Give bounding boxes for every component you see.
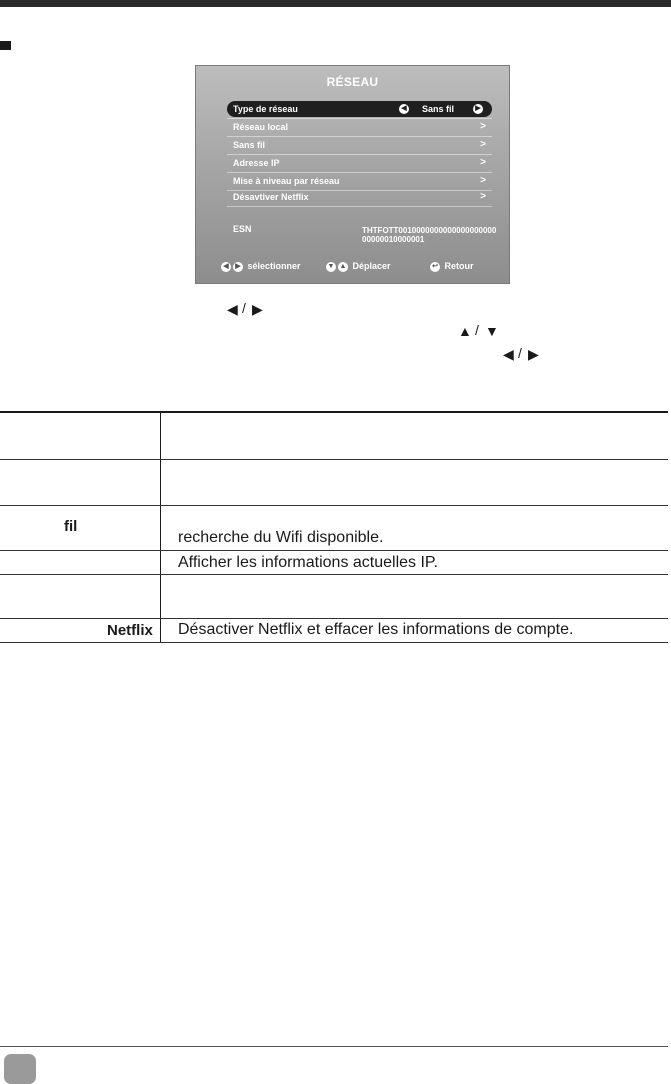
menu-title: RÉSEAU: [326, 75, 379, 89]
esn-label: ESN: [233, 224, 252, 234]
footer-move-label: Déplacer: [352, 261, 391, 271]
right-arrow-icon: ▶: [528, 346, 539, 362]
left-arrow-icon: ◀: [227, 301, 238, 317]
right-button-icon: ▶: [233, 262, 243, 272]
slash-separator: /: [518, 345, 522, 361]
bottom-rule: [0, 1046, 668, 1047]
back-button-icon: ↩: [430, 262, 440, 272]
menu-item-wireless: [227, 137, 492, 153]
network-menu-screenshot: [195, 65, 510, 284]
footer-move-hint: [326, 261, 391, 273]
top-rule: [0, 0, 671, 7]
table-row-divider: [0, 618, 668, 619]
footer-back-label: Retour: [444, 261, 474, 271]
up-button-icon: ▲: [339, 262, 347, 270]
footer-select-hint: [221, 261, 301, 273]
table-cell-right: Désactiver Netflix et effacer les informations de compte.: [178, 621, 574, 638]
right-arrow-icon: ▶: [252, 301, 263, 317]
table-cell-right: Afficher les informations actuelles IP.: [178, 554, 438, 571]
table-row-divider: [0, 574, 668, 575]
menu-item-label: Désavtiver Netflix: [233, 192, 309, 202]
table-column-divider: [160, 413, 161, 642]
table-cell-right: recherche du Wifi disponible.: [178, 529, 384, 546]
menu-item-local-network: [227, 119, 492, 135]
menu-item-label: Mise à niveau par réseau: [233, 176, 340, 186]
slash-separator: /: [475, 322, 479, 338]
row-divider: [227, 206, 492, 207]
menu-item-value: Sans fil: [422, 104, 455, 114]
menu-item-network-type: [227, 101, 492, 117]
chevron-right-icon: >: [480, 191, 486, 202]
menu-item-deactivate-netflix: [227, 189, 492, 205]
chevron-left-icon: ◀: [399, 104, 409, 114]
chevron-right-icon: >: [480, 121, 486, 132]
up-arrow-icon: ▲: [458, 323, 472, 339]
table-bottom-rule: [0, 642, 668, 643]
menu-item-network-upgrade: [227, 173, 492, 189]
table-cell-left: Netflix: [107, 622, 153, 639]
menu-item-label: Réseau local: [233, 122, 289, 132]
left-arrow-icon: ◀: [503, 346, 514, 362]
chevron-right-icon: >: [480, 157, 486, 168]
esn-value: THTFOTT001000000000000000000000000010000001: [362, 226, 497, 244]
menu-item-label: Adresse IP: [233, 158, 280, 168]
menu-item-label: Type de réseau: [233, 104, 298, 114]
chevron-right-icon: >: [480, 175, 486, 186]
left-button-icon: ◀: [221, 262, 231, 272]
chevron-right-icon: ▶: [473, 104, 483, 114]
down-button-icon: ▼: [327, 262, 335, 270]
table-cell-left: fil: [64, 518, 78, 535]
menu-item-label: Sans fil: [233, 140, 266, 150]
menu-item-ip-address: [227, 155, 492, 171]
down-arrow-icon: ▼: [485, 323, 499, 339]
table-row-divider: [0, 459, 668, 460]
chevron-right-icon: >: [480, 139, 486, 150]
table-row-divider: [0, 505, 668, 506]
table-row-divider: [0, 550, 668, 551]
section-marker: [0, 41, 11, 50]
footer-back-hint: [430, 261, 474, 273]
slash-separator: /: [242, 300, 246, 316]
page-number-badge: [4, 1054, 36, 1084]
footer-select-label: sélectionner: [247, 261, 301, 271]
table-top-rule: [0, 411, 668, 413]
